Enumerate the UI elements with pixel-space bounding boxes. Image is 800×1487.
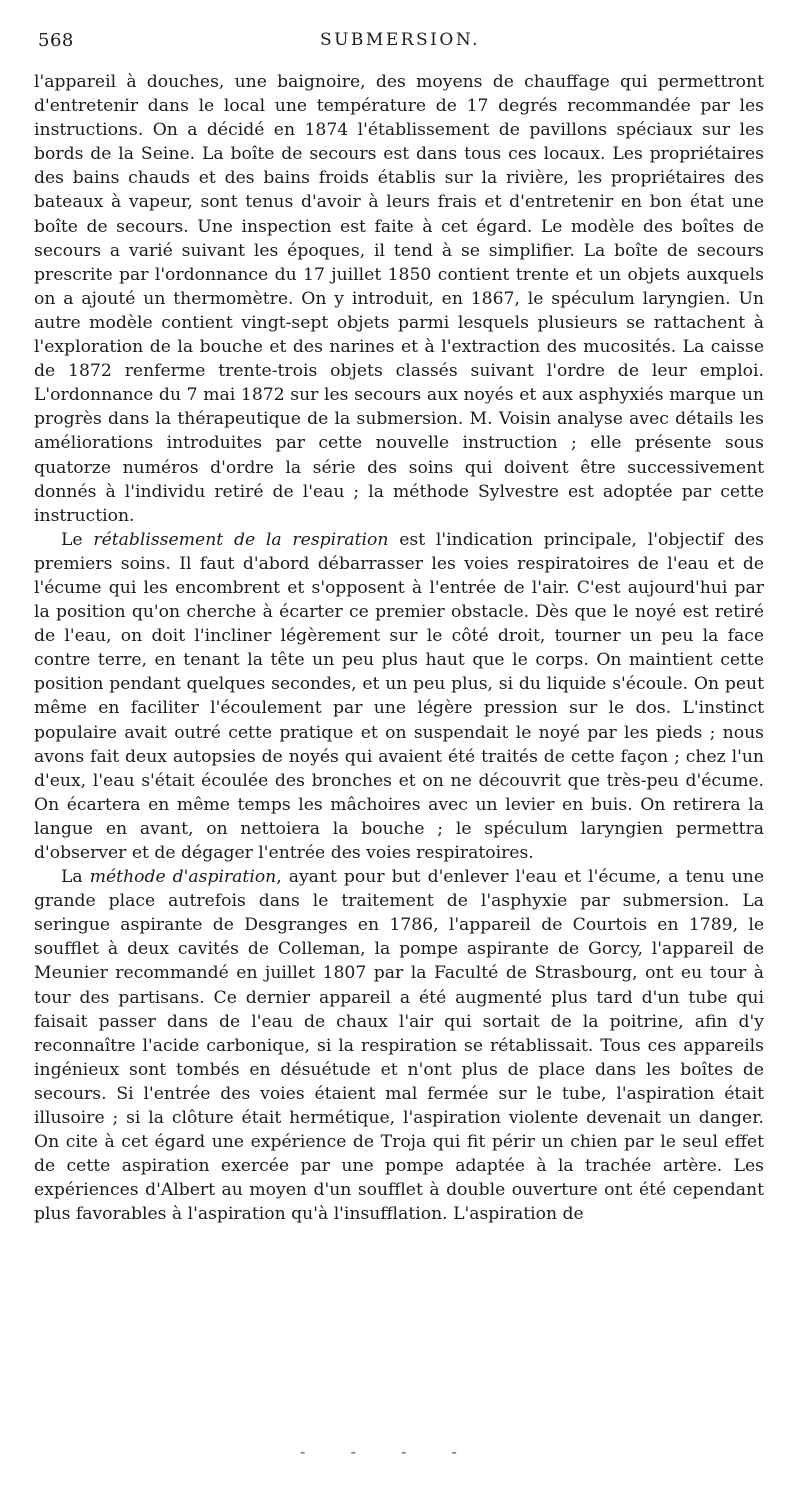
paragraph-lead: La [61,867,90,888]
paragraph-text: est l'indication principale, l'objectif des premiers soins. Il faut d'abord débarrasser les voies respiratoires de l'eau et de l'écume qui les encombrent et s'opposent à l'entrée de l'air. C'est aujourd'hui par la position qu'on cherche à écarter ce premier obstacle. Dès que le noyé est retiré de l'eau, on doit l'incliner légèrement sur le côté droit, tourner un peu la face contre terre, en tenant la tête un peu plus haut que le corps. On maintient cette position pendant quelques secondes, et un peu plus, si du liquide s'écoule. On peut même en faciliter l'écoulement par une légère pression sur le dos. L'instinct populaire avait outré cette pratique et on suspendait le noyé par les pieds ; nous avons fait deux autopsies de noyés qui avaient été traités de cette façon ; chez l'un d'eux, l'eau s'était écoulée des bronches et on ne découvrit que très-peu d'écume. On écartera en même temps les mâchoires avec un levier en buis. On retirera la langue en avant, on nettoiera la bouche ; le spéculum laryngien permettra d'observer et de dégager l'entrée des voies respiratoires. [34,529,764,863]
footer-marks: - - - - [300,1442,477,1461]
paragraph-text: , ayant pour but d'enlever l'eau et l'écume, a tenu une grande place autrefois dans le traitement de l'asphyxie par submersion. La seringue aspirante de Desgranges en 1786, l'appareil de Courtois en 1789, le soufflet à deux cavités de Colleman, la pompe aspirante de Gorcy, l'appareil de Meunier recommandé en juillet 1807 par la Faculté de Strasbourg, ont eu tour à tour des partisans. Ce dernier appareil a été augmenté plus tard d'un tube qui faisait passer dans de l'eau de chaux l'air qui sortait de la poitrine, afin d'y reconnaître l'acide carbonique, si la respiration se rétablissait. Tous ces appareils ingénieux sont tombés en désuétude et n'ont plus de place dans les boîtes de secours. Si l'entrée des voies étaient mal fermée sur le tube, l'aspiration était illusoire ; si la clôture était hermétique, l'aspiration violente devenait un danger. On cite à cet égard une expérience de Troja qui fit périr un chien par le seul effet de cette aspiration exercée par une pompe adaptée à la trachée artère. Les expériences d'Albert au moyen d'un soufflet à double ouverture ont été cependant plus favorables à l'aspiration qu'à l'insufflation. L'aspiration de [34,867,764,1225]
running-title: SUBMERSION. [319,30,481,50]
paragraph-retablissement [34,528,764,865]
paragraph-methode-aspiration [34,865,764,1226]
paragraph-emphasis: rétablissement de la respiration [93,529,389,550]
body-text [34,70,764,1227]
paragraph-text: l'appareil à douches, une baignoire, des moyens de chauffage qui permettront d'entretenir dans le local une température de 17 degrés recommandée par les instructions. On a décidé en 1874 l'établissement de pavillons spéciaux sur les bords de la Seine. La boîte de secours est dans tous ces locaux. Les propriétaires des bains chauds et des bains froids établis sur la rivière, les propriétaires des bateaux à vapeur, sont tenus d'avoir à leurs frais et d'entretenir en bon état une boîte de secours. Une inspection est faite à cet égard. Le modèle des boîtes de secours a varié suivant les époques, il tend à se simplifier. La boîte de secours prescrite par l'ordonnance du 17 juillet 1850 contient trente et un objets auxquels on a ajouté un thermomètre. On y introduit, en 1867, le spéculum laryngien. Un autre modèle contient vingt-sept objets parmi lesquels plusieurs se rattachent à l'exploration de la bouche et des narines et à l'extraction des mucosités. La caisse de 1872 renferme trente-trois objets classés suivant l'ordre de leur emploi. L'ordonnance du 7 mai 1872 sur les secours aux noyés et aux asphyxiés marque un progrès dans la thérapeutique de la submersion. M. Voisin analyse avec détails les améliorations introduites par cette nouvelle instruction ; elle présente sous quatorze numéros d'ordre la série des soins qui doivent être successivement donnés à l'individu retiré de l'eau ; la méthode Sylvestre est adoptée par cette instruction. [34,72,764,526]
paragraph-boites-de-secours [34,70,764,528]
page-number: 568 [38,30,74,51]
paragraph-emphasis: méthode d'aspiration [89,867,277,888]
paragraph-lead: Le [61,529,94,550]
page-header [34,30,766,56]
